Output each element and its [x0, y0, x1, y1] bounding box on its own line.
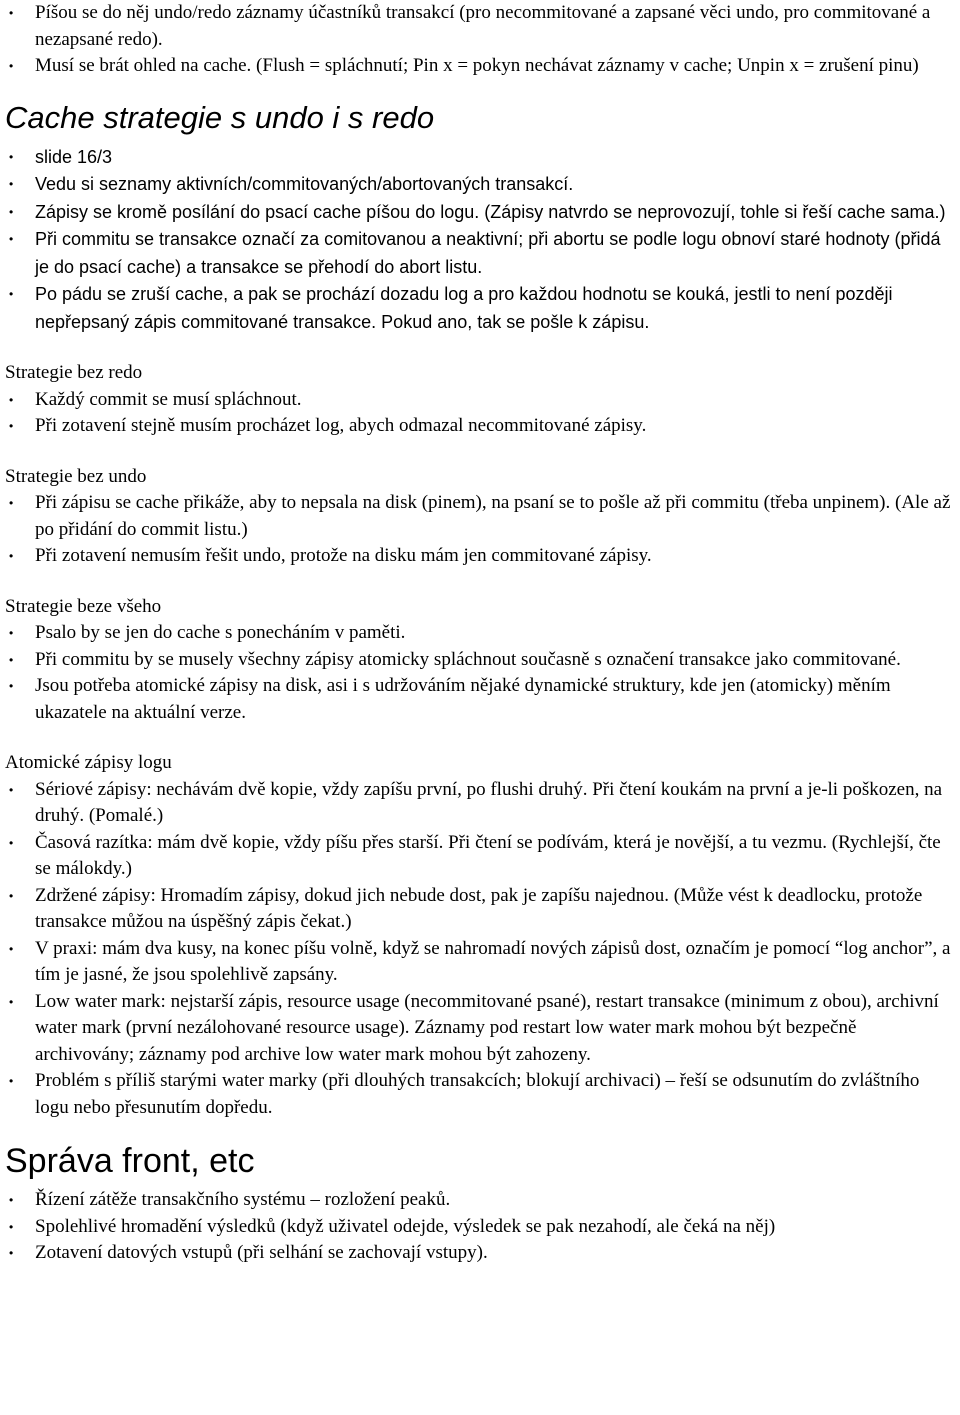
- list-item-text: Jsou potřeba atomické zápisy na disk, asi i s udržováním nějaké dynamické struktury, kde jen (atomicky) měním ukazatele na aktuální verze.: [35, 675, 891, 723]
- list-item-text: Každý commit se musí spláchnout.: [35, 388, 302, 410]
- list-item-text: Řízení zátěže transakčního systému – rozložení peaků.: [35, 1189, 451, 1210]
- bullet-icon: •: [9, 888, 14, 903]
- list-item: [5, 199, 956, 227]
- bullet-icon: •: [9, 232, 14, 246]
- list-item-text: Píšou se do něj undo/redo záznamy účastníků transakcí (pro necommitované a zapsané věci undo, pro commitované a nezapsané redo).: [35, 2, 931, 50]
- bullet-icon: •: [9, 149, 14, 164]
- list-item: [5, 989, 956, 1069]
- bullet-icon: •: [9, 782, 14, 797]
- list-item-text: Spolehlivé hromadění výsledků (když uživatel odejde, výsledek se pak nezahodí, ale čeká na něj): [35, 1215, 776, 1237]
- bullet-icon: •: [9, 1193, 14, 1207]
- cache-strategy-heading: Cache strategie s undo i s redo: [5, 99, 435, 135]
- atomic-log-list: [5, 777, 956, 1122]
- list-item: [5, 543, 956, 570]
- no-redo-heading: Strategie bez redo: [5, 362, 143, 383]
- list-item: [5, 171, 956, 199]
- bullet-icon: •: [9, 679, 14, 693]
- list-item-text: Musí se brát ohled na cache. (Flush = spláchnutí; Pin x = pokyn nechávat záznamy v cache; Unpin x = zrušení pinu): [35, 55, 919, 76]
- intro-list: [5, 0, 956, 80]
- list-item: [5, 387, 956, 414]
- list-item-text: Při zotavení stejně musím procházet log, abych odmazal necommitované zápisy.: [35, 415, 647, 436]
- bullet-icon: •: [9, 59, 14, 73]
- list-item: [5, 1068, 956, 1121]
- bullet-icon: •: [9, 204, 14, 219]
- bullet-icon: •: [9, 392, 14, 407]
- bullet-icon: •: [9, 177, 14, 191]
- list-item: [5, 1187, 956, 1214]
- bullet-icon: •: [9, 419, 14, 433]
- list-item-text: Při commitu se transakce označí za comitovanou a neaktivní; při abortu se podle logu obnoví staré hodnoty (přidá je do psací cache) a transakce se přehodí do abort listu.: [35, 229, 941, 277]
- bullet-icon: •: [9, 626, 14, 640]
- list-item-text: Problém s příliš starými water marky (při dlouhých transakcích; blokují archivaci) – řeší se odsunutím do zvláštního logu nebo přesunutím dopředu.: [35, 1070, 920, 1118]
- bullet-icon: •: [9, 496, 14, 510]
- list-item: [5, 144, 956, 172]
- bullet-icon: •: [9, 1074, 14, 1088]
- list-item: [5, 1214, 956, 1241]
- list-item-text: Psalo by se jen do cache s ponecháním v paměti.: [35, 622, 406, 643]
- list-item: [5, 647, 956, 674]
- list-item-text: Časová razítka: mám dvě kopie, vždy píšu přes starší. Při čtení se podívám, která je novější, a tu vezmu. (Rychlejší, čte se málokdy.): [35, 831, 941, 879]
- list-item-text: slide 16/3: [35, 146, 113, 167]
- bullet-icon: •: [9, 1219, 14, 1234]
- no-redo-list: [5, 387, 956, 440]
- list-item: [5, 490, 956, 543]
- cache-strategy-list: [5, 144, 956, 337]
- no-undo-heading: Strategie bez undo: [5, 465, 147, 487]
- list-item: [5, 936, 956, 989]
- list-item: [5, 883, 956, 936]
- list-item: [5, 53, 956, 80]
- bullet-icon: •: [9, 6, 14, 20]
- bullet-icon: •: [9, 941, 14, 956]
- list-item-text: Vedu si seznamy aktivních/commitovaných/abortovaných transakcí.: [35, 174, 574, 194]
- list-item: [5, 620, 956, 647]
- list-item-text: Při zápisu se cache přikáže, aby to nepsala na disk (pinem), na psaní se to pošle až při commitu (třeba unpinem). (Ale až po přidání do commit listu.): [35, 492, 951, 540]
- no-anything-heading: Strategie beze všeho: [5, 595, 162, 617]
- bullet-icon: •: [9, 287, 14, 301]
- list-item-text: Low water mark: nejstarší zápis, resource usage (necommitované psané), restart transakce (minimum z obou), archivní water mark (první nezálohované resource usage). Záznamy pod restart low water mark mohou být bezpečně archivovány; záznamy pod archive low water mark mohou být zahozeny.: [35, 990, 939, 1065]
- list-item: [5, 673, 956, 726]
- list-item: [5, 777, 956, 830]
- bullet-icon: •: [9, 994, 14, 1009]
- list-item-text: Při commitu by se musely všechny zápisy atomicky spláchnout současně s označení transakce jako commitované.: [35, 648, 901, 670]
- front-management-list: [5, 1187, 956, 1267]
- list-item-text: Zotavení datových vstupů (při selhání se zachovají vstupy).: [35, 1242, 488, 1263]
- list-item-text: Při zotavení nemusím řešit undo, protože na disku mám jen commitované zápisy.: [35, 545, 652, 566]
- bullet-icon: •: [9, 652, 14, 667]
- list-item-text: V praxi: mám dva kusy, na konec píšu volně, když se nahromadí nových zápisů dost, označím je pomocí “log anchor”, a tím je jasné, že jsou spolehlivě zapsány.: [35, 937, 951, 985]
- bullet-icon: •: [9, 1246, 14, 1260]
- list-item: [5, 830, 956, 883]
- list-item: [5, 0, 956, 53]
- list-item-text: Po pádu se zruší cache, a pak se prochází dozadu log a pro každou hodnotu se kouká, jestli to není později nepřepsaný zápis commitované transakce. Pokud ano, tak se pošle k zápisu.: [35, 284, 893, 332]
- atomic-log-heading: Atomické zápisy logu: [5, 752, 172, 773]
- list-item-text: Sériové zápisy: nechávám dvě kopie, vždy zapíšu první, po flushi druhý. Při čtení koukám na první a je-li poškozen, na druhý. (Pomalé.): [35, 778, 943, 826]
- bullet-icon: •: [9, 549, 14, 563]
- list-item: [5, 413, 956, 440]
- list-item-text: Zápisy se kromě posílání do psací cache píšou do logu. (Zápisy natvrdo se neprovozují, tohle si řeší cache sama.): [35, 201, 946, 222]
- no-undo-list: [5, 490, 956, 570]
- list-item: [5, 281, 956, 336]
- no-anything-list: [5, 620, 956, 726]
- list-item-text: Zdržené zápisy: Hromadím zápisy, dokud jich nebude dost, pak je zapíšu najednou. (Může vést k deadlocku, protože transakce můžou na úspěšný zápis čekat.): [35, 884, 923, 932]
- front-management-heading: Správa front, etc: [5, 1142, 255, 1180]
- list-item: [5, 226, 956, 281]
- list-item: [5, 1240, 956, 1267]
- bullet-icon: •: [9, 835, 14, 850]
